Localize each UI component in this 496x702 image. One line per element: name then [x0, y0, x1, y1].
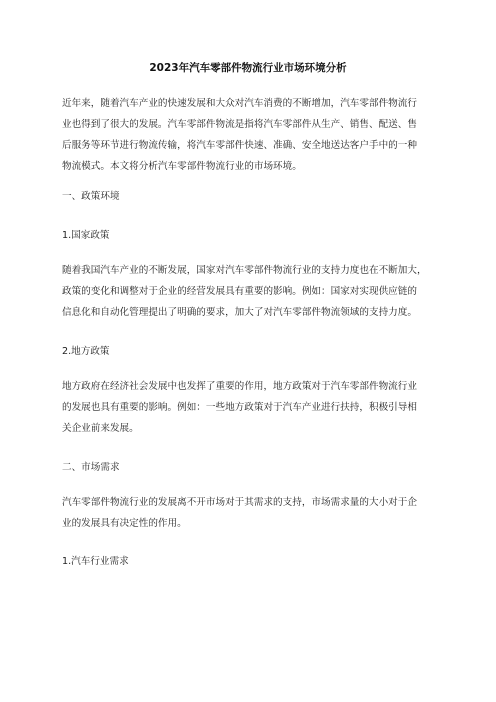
paragraph-line: 汽车零部件物流行业的发展离不开市场对于其需求的支持，市场需求量的大小对于企	[62, 497, 417, 508]
paragraph-line: 地方政府在经济社会发展中也发挥了重要的作用，地方政策对于汽车零部件物流行业	[62, 381, 417, 392]
national-policy-paragraph	[62, 260, 442, 323]
intro-paragraph	[62, 93, 442, 177]
section-heading-policy: 一、政策环境	[62, 191, 120, 202]
paragraph-line: 关企业前来发展。	[62, 423, 139, 434]
paragraph-line: 政策的变化和调整对于企业的经营发展具有重要的影响。例如：国家对实现供应链的	[62, 286, 417, 297]
paragraph-line: 业的发展具有决定性的作用。	[62, 518, 187, 529]
paragraph-line: 的发展也具有重要的影响。例如：一些地方政策对于汽车产业进行扶持，积极引导相	[62, 402, 417, 413]
local-policy-paragraph	[62, 376, 442, 439]
section-heading-market-demand: 二、市场需求	[62, 462, 120, 473]
subsection-heading-local-policy: 2.地方政策	[62, 346, 110, 357]
paragraph-line: 信息化和自动化管理提出了明确的要求，加大了对汽车零部件物流领域的支持力度。	[62, 307, 417, 318]
paragraph-line: 后服务等环节进行物流传输，将汽车零部件快速、准确、安全地送达客户手中的一种	[62, 140, 417, 151]
paragraph-line: 物流模式。本文将分析汽车零部件物流行业的市场环境。	[62, 161, 302, 172]
paragraph-line: 随着我国汽车产业的不断发展，国家对汽车零部件物流行业的支持力度也在不断加大，	[62, 265, 427, 276]
document-title: 2023年汽车零部件物流行业市场环境分析	[149, 62, 347, 74]
paragraph-line: 业也得到了很大的发展。汽车零部件物流是指将汽车零部件从生产、销售、配送、售	[62, 119, 417, 130]
subsection-heading-national-policy: 1.国家政策	[62, 230, 110, 241]
paragraph-line: 近年来，随着汽车产业的快速发展和大众对汽车消费的不断增加，汽车零部件物流行	[62, 98, 417, 109]
market-demand-paragraph	[62, 492, 442, 534]
subsection-heading-auto-industry-demand: 1.汽车行业需求	[62, 556, 129, 567]
